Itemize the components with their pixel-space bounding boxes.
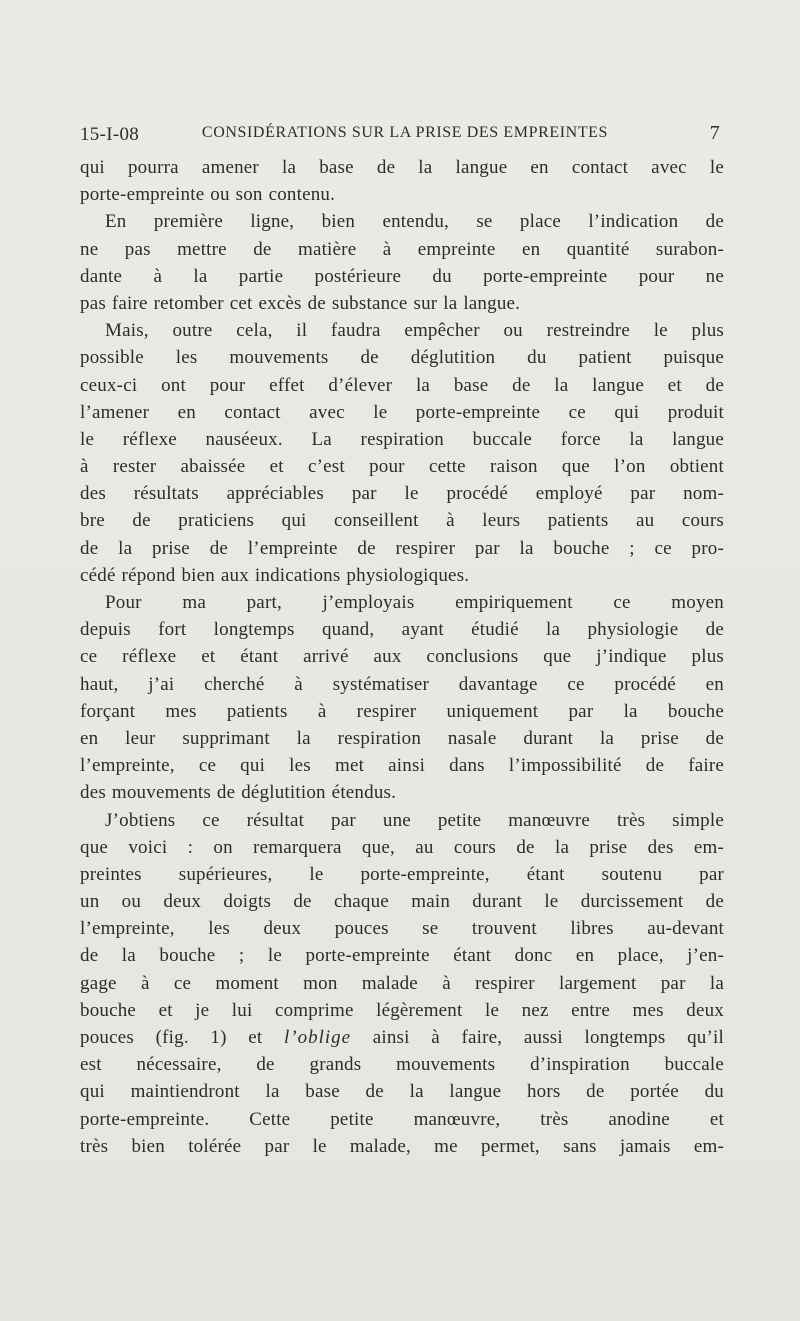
text-line: qui maintiendront la base de la langue hors de portée du <box>80 1081 724 1103</box>
text-line: Mais, outre cela, il faudra empêcher ou restreindre le plus <box>105 320 724 342</box>
text-line: pas faire retomber cet excès de substance sur la langue. <box>80 292 521 314</box>
text-line: dante à la partie postérieure du porte-empreinte pour ne <box>80 265 724 287</box>
text-line: l’empreinte, ce qui les met ainsi dans l’impossibilité de faire <box>80 755 724 777</box>
text-line: bouche et je lui comprime légèrement le nez entre mes deux <box>80 999 724 1021</box>
text-line: l’empreinte, les deux pouces se trouvent libres au-devant <box>80 918 724 940</box>
text-line: des résultats appréciables par le procédé employé par nom- <box>80 483 724 505</box>
text-line: de la prise de l’empreinte de respirer par la bouche ; ce pro- <box>80 537 724 559</box>
running-head-date: 15-I-08 <box>80 124 140 145</box>
text-line: gage à ce moment mon malade à respirer largement par la <box>80 972 724 994</box>
emphasis-text: l’oblige <box>284 1027 352 1048</box>
text-line: preintes supérieures, le porte-empreinte, étant soutenu par <box>80 863 724 885</box>
text-line: ceux-ci ont pour effet d’élever la base de la langue et de <box>80 374 724 396</box>
text-line: cédé répond bien aux indications physiologiques. <box>80 564 470 586</box>
text-line: possible les mouvements de déglutition du patient puisque <box>80 347 724 369</box>
text-line: En première ligne, bien entendu, se place l’indication de <box>105 211 724 233</box>
text-segment: pouces (fig. 1) et <box>80 1027 284 1048</box>
text-line-with-emphasis <box>80 1024 724 1051</box>
text-line: qui pourra amener la base de la langue en contact avec le <box>80 157 724 178</box>
text-line: ce réflexe et étant arrivé aux conclusions que j’indique plus <box>80 646 724 668</box>
text-line: de la bouche ; le porte-empreinte étant donc en place, j’en- <box>80 945 724 967</box>
text-line: forçant mes patients à respirer uniquement par la bouche <box>80 700 724 722</box>
text-line: est nécessaire, de grands mouvements d’inspiration buccale <box>80 1054 724 1076</box>
text-line: que voici : on remarquera que, au cours de la prise des em- <box>80 836 724 858</box>
text-line: très bien tolérée par le malade, me permet, sans jamais em- <box>80 1135 724 1157</box>
running-head-title: CONSIDÉRATIONS SUR LA PRISE DES EMPREINTES <box>201 124 609 141</box>
text-line: en leur supprimant la respiration nasale durant la prise de <box>80 727 724 749</box>
text-line: à rester abaissée et c’est pour cette raison que l’on obtient <box>80 456 724 478</box>
body-text <box>80 154 724 1160</box>
text-line: Pour ma part, j’employais empiriquement ce moyen <box>105 592 724 613</box>
text-line: haut, j’ai cherché à systématiser davantage ce procédé en <box>80 673 724 695</box>
text-line: des mouvements de déglutition étendus. <box>80 782 397 804</box>
text-line: J’obtiens ce résultat par une petite manœuvre très simple <box>105 809 724 831</box>
text-line: ne pas mettre de matière à empreinte en quantité surabon- <box>80 238 724 260</box>
page-number: 7 <box>709 122 720 144</box>
text-line: un ou deux doigts de chaque main durant le durcissement de <box>80 891 724 913</box>
text-line: l’amener en contact avec le porte-empreinte ce qui produit <box>80 401 724 423</box>
text-line: le réflexe nauséeux. La respiration buccale force la langue <box>80 428 724 450</box>
text-line: depuis fort longtemps quand, ayant étudié la physiologie de <box>80 619 724 641</box>
text-line: porte-empreinte. Cette petite manœuvre, très anodine et <box>80 1108 724 1130</box>
running-head <box>80 118 720 148</box>
text-line: bre de praticiens qui conseillent à leurs patients au cours <box>80 510 724 532</box>
text-segment: ainsi à faire, aussi longtemps qu’il <box>351 1027 724 1048</box>
text-line: porte-empreinte ou son contenu. <box>80 184 336 206</box>
